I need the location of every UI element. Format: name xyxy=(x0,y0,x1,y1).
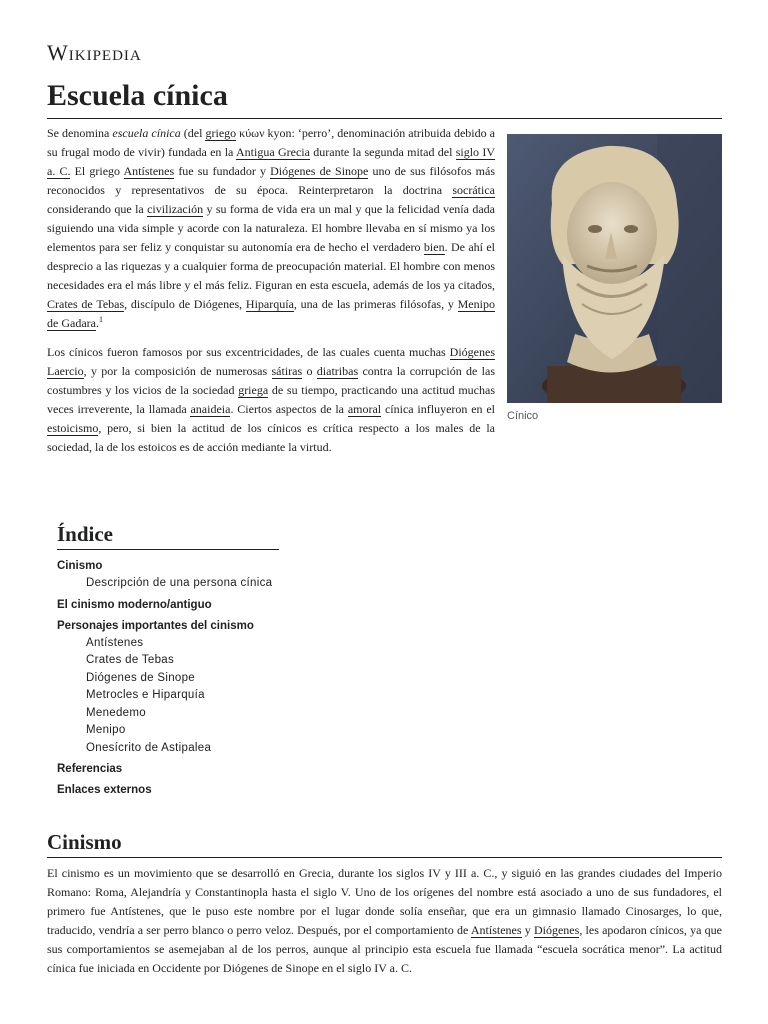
table-of-contents xyxy=(57,520,287,799)
link-hiparquia[interactable]: Hiparquía xyxy=(245,297,294,311)
link-menipo-de-gadara[interactable]: Menipo de Gadara xyxy=(47,297,495,330)
link-griego[interactable]: griego xyxy=(205,126,237,140)
article-intro xyxy=(47,124,722,467)
link-diogenes-laercio[interactable]: Diógenes Laercio xyxy=(47,345,495,378)
intro-paragraph-2: Los cínicos fueron famosos por sus excentricidades, de las cuales cuenta muchas Diógenes Laercio, y por la composición de numerosas sátiras o diatribas contra la corrupción de las costumbres y los vicios de la sociedad griega de su tiempo, practicando una actitud muchas veces irreverente, la llamada anaideia. Ciertos aspectos de la amoral cínica influyeron en el estoicismo, pero, si bien la actitud de los cínicos es crítica respecto a los males de la sociedad, la de los estoicos es de acción mediante la virtud. xyxy=(47,345,495,454)
link-crates-de-tebas[interactable]: Crates de Tebas xyxy=(47,297,125,311)
section-cinismo xyxy=(47,828,722,978)
toc-item-personajes[interactable]: Personajes importantes del cinismo xyxy=(57,619,254,632)
toc-item-antistenes[interactable]: Antístenes xyxy=(86,636,144,649)
toc-item-diogenes[interactable]: Diógenes de Sinope xyxy=(86,671,195,684)
link-civilizacion[interactable]: civilización xyxy=(147,202,204,216)
link-siglo-iv[interactable]: siglo IV a. C. xyxy=(47,145,496,178)
link-bien[interactable]: bien xyxy=(423,240,445,254)
link-estoicismo[interactable]: estoicismo xyxy=(47,421,99,435)
toc-item-onesicrito[interactable]: Onesícrito de Astipalea xyxy=(86,741,212,754)
section-heading-cinismo: Cinismo xyxy=(47,828,722,858)
toc-item-moderno-antiguo[interactable]: El cinismo moderno/antiguo xyxy=(57,598,212,611)
toc-item-referencias[interactable]: Referencias xyxy=(57,763,123,775)
toc-list xyxy=(57,558,287,799)
toc-title: Índice xyxy=(57,520,279,550)
link-socratica[interactable]: socrática xyxy=(452,183,495,197)
figure xyxy=(507,134,722,426)
intro-paragraph-1: Se denomina escuela cínica (del griego κύων kyon: ‘perro’, denominación atribuida debido a su frugal modo de vivir) fundada en la Antigua Grecia durante la segunda mitad del siglo IV a. C. El griego Antístenes fue su fundador y Diógenes de Sinope uno de sus filósofos más reconocidos y representativos de su época. Reinterpretaron la doctrina socrática considerando que la civilización y su forma de vida era un mal y que la felicidad venía dada siguiendo una vida simple y acorde con la naturaleza. El hombre llevaba en sí mismo ya los elementos para ser feliz y conquistar su autonomía era de hecho el verdadero bien. De ahí el desprecio a las riquezas y a cualquier forma de preocupación material. El hombre con menos necesidades era el más libre y el más feliz. Figuran en esta escuela, además de los ya citados, Crates de Tebas, discípulo de Diógenes, Hiparquía, una de las primeras filósofas, y Menipo de Gadara.$^1$ xyxy=(47,126,496,330)
toc-item-crates[interactable]: Crates de Tebas xyxy=(86,654,175,666)
toc-item-menipo[interactable]: Menipo xyxy=(86,724,126,736)
link-amoral[interactable]: amoral xyxy=(347,402,382,416)
link-diogenes-section[interactable]: Diógenes xyxy=(533,923,580,937)
link-antigua-grecia[interactable]: Antigua Grecia xyxy=(236,145,310,159)
link-satiras[interactable]: sátiras xyxy=(271,364,303,378)
link-diogenes-de-sinope[interactable]: Diógenes de Sinope xyxy=(270,164,369,178)
section-cinismo-paragraph: El cinismo es un movimiento que se desarrolló en Grecia, durante los siglos IV y III a. C., y siguió en las grandes ciudades del Imperio Romano: Roma, Alejandría y Constantinopla hasta el siglo V. Uno de los orígenes del nombre está asociado a uno de sus fundadores, el primero fue Antístenes, que le puso este nombre por el lugar donde solía enseñar, que era un gimnasio llamado Cinosarges, lo que, traducido, vendría a ser perro blanco o perro veloz. Después, por el comportamiento de Antístenes y Diógenes, les apodaron cínicos, ya que sus comportamientos se asemejaban al de los perros, aunque al principio esta escuela fue llamada “escuela socrática menor”. La actitud cínica fue iniciada en Occidente por Diógenes de Sinope en el siglo IV a. C. xyxy=(47,866,723,975)
link-anaideia[interactable]: anaideia xyxy=(190,402,231,416)
toc-item-cinismo[interactable]: Cinismo xyxy=(57,560,103,572)
toc-item-descripcion[interactable]: Descripción de una persona cínica xyxy=(86,577,273,589)
figure-caption: Cínico xyxy=(507,410,539,422)
toc-item-enlaces[interactable]: Enlaces externos xyxy=(57,784,152,796)
bust-image[interactable] xyxy=(507,134,722,403)
toc-item-metrocles[interactable]: Metrocles e Hiparquía xyxy=(86,689,205,701)
link-griega[interactable]: griega xyxy=(238,383,269,397)
reference-1[interactable]: 1 xyxy=(98,315,103,324)
page-title: Escuela cínica xyxy=(47,76,722,119)
link-antistenes-section[interactable]: Antístenes xyxy=(470,923,522,937)
toc-item-menedemo[interactable]: Menedemo xyxy=(86,706,146,719)
link-diatribas[interactable]: diatribas xyxy=(316,364,359,378)
wikipedia-wordmark[interactable]: Wikipedia xyxy=(47,40,142,65)
link-antistenes[interactable]: Antístenes xyxy=(123,164,175,178)
